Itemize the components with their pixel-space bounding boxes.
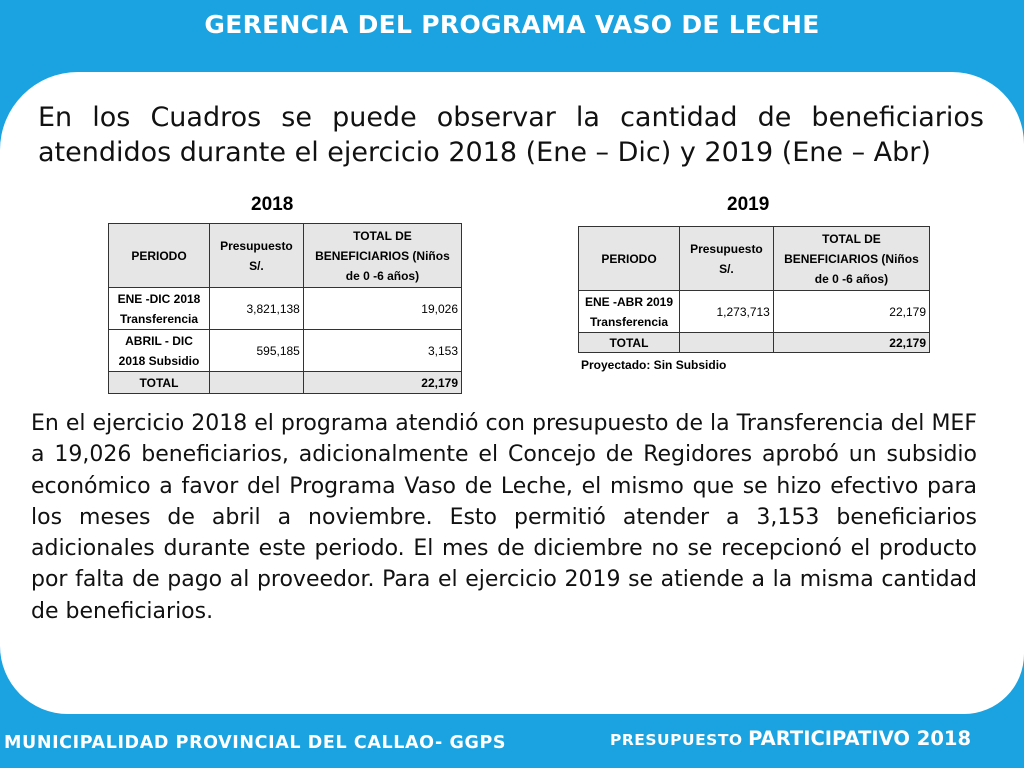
table-row [109,330,462,372]
table-2019 [578,226,930,353]
row-periodo: ABRIL - DIC 2018 Subsidio [109,330,210,372]
col-header-presupuesto: Presupuesto S/. [680,227,774,291]
table-header-row [109,224,462,288]
total-label: TOTAL [109,372,210,394]
projection-note: Proyectado: Sin Subsidio [581,358,727,372]
col-header-beneficiarios: TOTAL DE BENEFICIARIOS (Niños de 0 -6 años) [773,227,929,291]
col-header-beneficiarios: TOTAL DE BENEFICIARIOS (Niños de 0 -6 años) [303,224,461,288]
year-2019-title: 2019 [727,194,770,215]
total-value: 22,179 [303,372,461,394]
year-2018-title: 2018 [251,194,294,215]
footer-municipality: MUNICIPALIDAD PROVINCIAL DEL CALLAO- GGPS [4,733,507,753]
intro-paragraph: En los Cuadros se puede observar la cantidad de beneficiarios atendidos durante el ejercicio 2018 (Ene – Dic) y 2019 (Ene – Abr) [38,102,984,168]
page-title: GERENCIA DEL PROGRAMA VASO DE LECHE [204,10,820,39]
table-2018 [108,223,462,394]
total-row [109,372,462,394]
table-header-row [579,227,930,291]
total-value: 22,179 [773,333,929,353]
row-beneficiarios: 22,179 [773,291,929,333]
table-row [579,291,930,333]
row-presupuesto: 595,185 [210,330,304,372]
row-periodo: ENE -DIC 2018 Transferencia [109,288,210,330]
row-beneficiarios: 19,026 [303,288,461,330]
row-periodo: ENE -ABR 2019 Transferencia [579,291,680,333]
total-empty-cell [680,333,774,353]
col-header-periodo: PERIODO [579,227,680,291]
row-presupuesto: 3,821,138 [210,288,304,330]
col-header-periodo: PERIODO [109,224,210,288]
body-paragraph: En el ejercicio 2018 el programa atendió con presupuesto de la Transferencia del MEF a 19,026 beneficiarios, adicionalmente el Concejo de Regidores aprobó un subsidio económico a favor del Programa Vaso de Leche, el mismo que se hizo efectivo para los meses de abril a noviembre. Esto permitió atender a 3,153 beneficiarios adicionales durante este periodo. El mes de diciembre no se recepcionó el producto por falta de pago al proveedor. Para el ejercicio 2019 se atiende a la misma cantidad de beneficiarios. [31,411,977,624]
row-beneficiarios: 3,153 [303,330,461,372]
total-empty-cell [210,372,304,394]
total-row [579,333,930,353]
total-label: TOTAL [579,333,680,353]
col-header-presupuesto: Presupuesto S/. [210,224,304,288]
footer-program-name: PARTICIPATIVO 2018 [748,727,972,750]
table-row [109,288,462,330]
row-presupuesto: 1,273,713 [680,291,774,333]
footer-program [610,727,971,750]
footer-program-prefix: PRESUPUESTO [610,731,743,749]
